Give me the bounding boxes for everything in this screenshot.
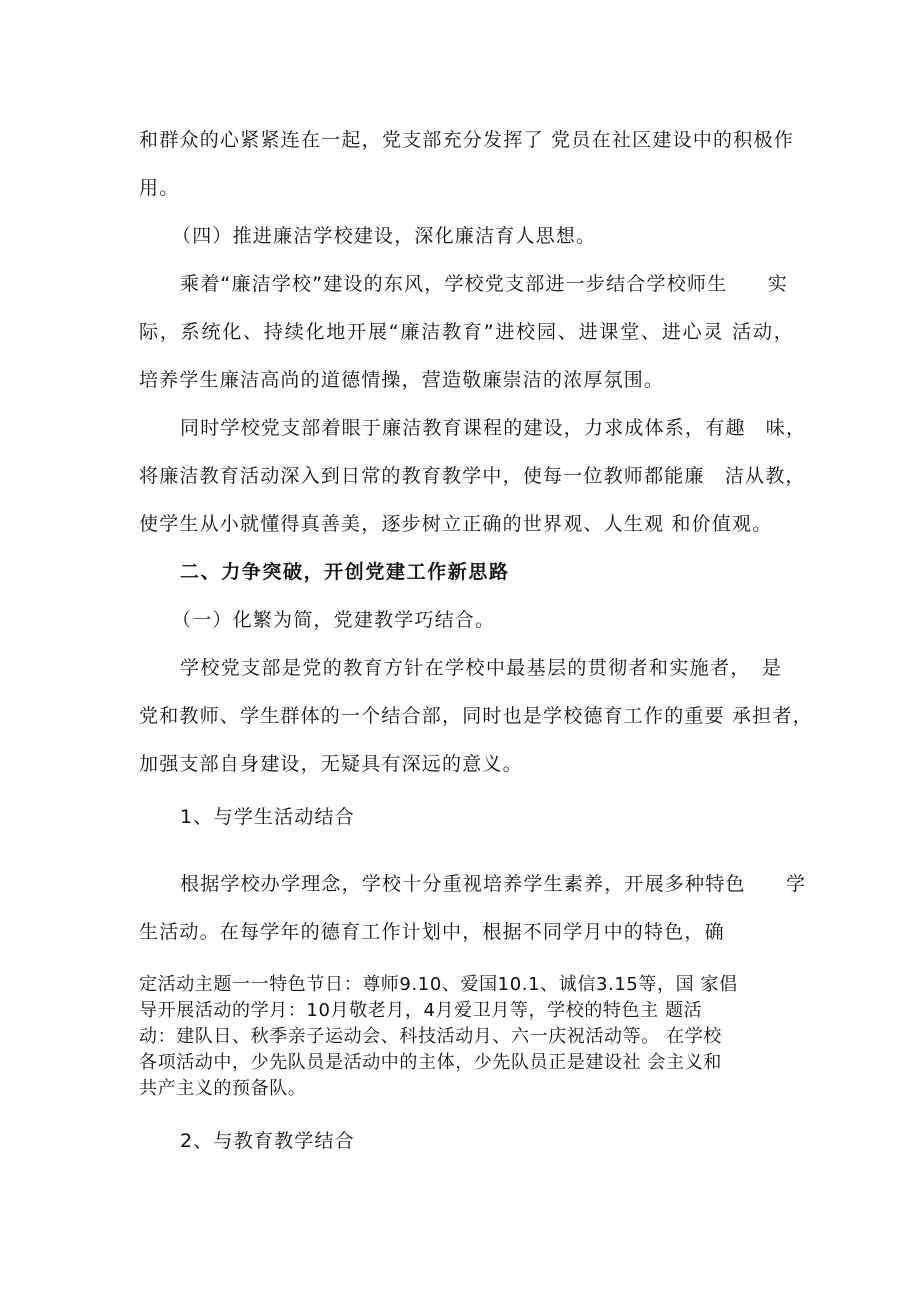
numbered-subheading: 1、与学生活动结合 [180,806,355,828]
paragraph-line: 同时学校党支部着眼于廉洁教育课程的建设，力求成体系，有趣 味， [180,417,807,439]
paragraph-line: 将廉洁教育活动深入到日常的教育教学中，使每一位教师都能廉 洁从教， [139,465,806,487]
numbered-subheading: 2、与教育教学结合 [180,1130,355,1152]
paragraph-line: 使学生从小就懂得真善美，逐步树立正确的世界观、人生观 和价值观。 [139,513,773,535]
paragraph-line: 学校党支部是党的教育方针在学校中最基层的贯彻者和实施者， 是 [180,657,782,679]
paragraph-line: 动：建队日、秋季亲子运动会、科技活动月、六一庆祝活动等。 在学校 [139,1026,722,1047]
paragraph-line: 定活动主题一一特色节日：尊师9.10、爱国10.1、诚信3.15等，国 家倡 [139,974,738,995]
paragraph-line: 和群众的心紧紧连在一起，党支部充分发挥了 党员在社区建设中的积极作 [139,129,794,151]
paragraph-line: 用。 [139,177,180,199]
paragraph-line: 各项活动中，少先队员是活动中的主体，少先队员正是建设社 会主义和 [139,1052,722,1073]
paragraph-line: 根据学校办学理念，学校十分重视培养学生素养，开展多种特色 学 [180,873,807,895]
paragraph-line: 际，系统化、持续化地开展“廉洁教育”进校园、进课堂、进心灵 活动， [139,321,794,343]
paragraph-line: 培养学生廉洁高尚的道德情操，营造敬廉崇洁的浓厚氛围。 [139,369,665,391]
paragraph-line: 乘着“廉洁学校”建设的东风，学校党支部进一步结合学校师生 实 [180,273,788,295]
paragraph-line: 生活动。在每学年的德育工作计划中，根据不同学月中的特色，确 [139,921,725,943]
paragraph-line: 加强支部自身建设，无疑具有深远的意义。 [139,753,523,775]
paragraph-line: 党和教师、学生群体的一个结合部，同时也是学校德育工作的重要 承担者， [139,705,813,727]
section-subheading: （一）化繁为简，党建教学巧结合。 [172,609,496,631]
section-heading: 二、力争突破，开创党建工作新思路 [180,561,510,583]
paragraph-line: 共产主义的预备队。 [139,1078,307,1099]
paragraph-line: 导开展活动的学月：10月敬老月，4月爱卫月等，学校的特色主 题活 [139,1000,703,1021]
section-subheading: （四）推进廉洁学校建设，深化廉洁育人思想。 [172,225,597,247]
